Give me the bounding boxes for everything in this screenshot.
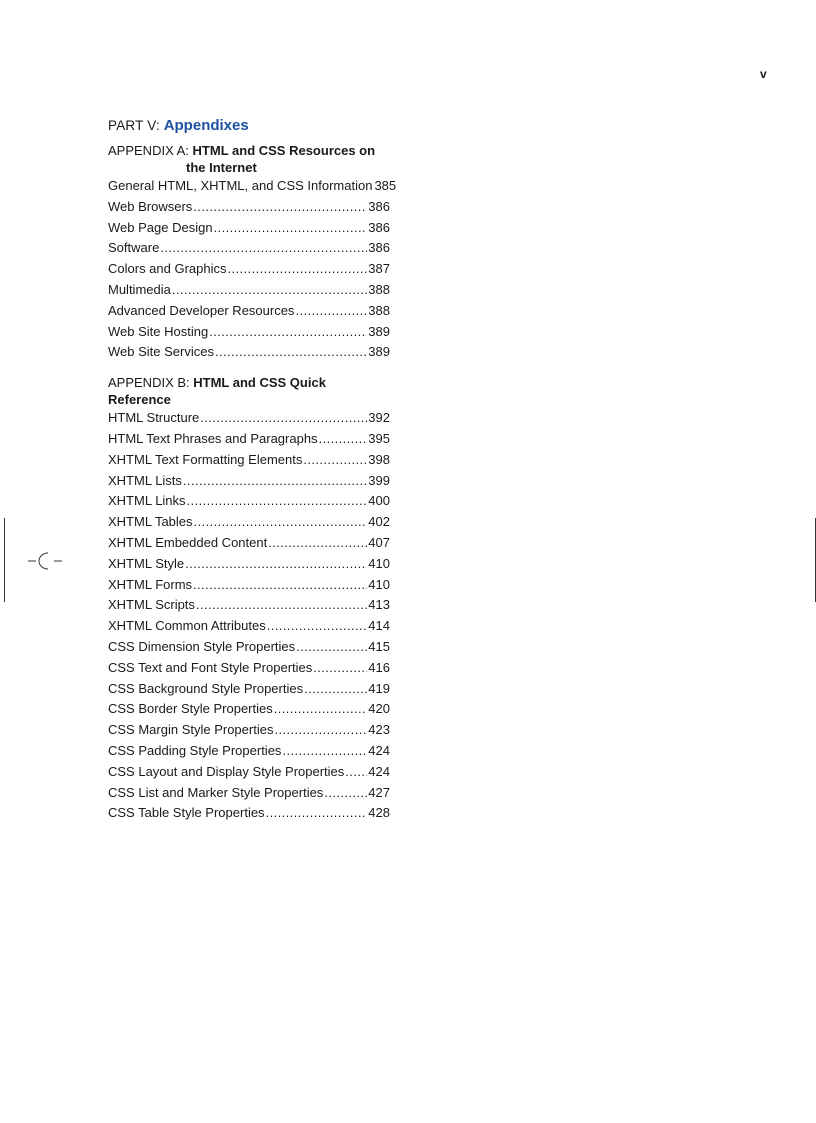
toc-entry-page: 424 xyxy=(368,742,390,758)
toc-entry[interactable] xyxy=(108,639,390,660)
toc-entry-title: Multimedia xyxy=(108,281,171,297)
toc-entry[interactable] xyxy=(108,785,390,806)
toc-entry[interactable] xyxy=(108,681,390,702)
toc-entry-page: 416 xyxy=(368,659,390,675)
toc-entry-page: 389 xyxy=(368,344,390,360)
part-title: Appendixes xyxy=(163,117,249,134)
dot-leader xyxy=(295,303,367,318)
toc-entry[interactable] xyxy=(108,410,390,431)
toc-entry-title: Web Page Design xyxy=(108,219,213,235)
toc-entry-title: General HTML, XHTML, and CSS Information xyxy=(108,178,373,193)
crop-mark-left xyxy=(4,518,5,602)
toc-entry[interactable] xyxy=(108,556,390,577)
dot-leader xyxy=(200,410,367,425)
toc-entry-title: CSS Padding Style Properties xyxy=(108,742,282,758)
toc-entry[interactable] xyxy=(108,261,390,282)
toc-entry-page: 410 xyxy=(368,576,390,592)
toc-entry[interactable] xyxy=(108,178,397,199)
toc-entry[interactable] xyxy=(108,324,390,345)
registration-mark-icon xyxy=(28,549,64,573)
toc-entry[interactable] xyxy=(108,282,390,303)
toc-entry-page: 415 xyxy=(368,638,390,654)
toc-entry-title: XHTML Scripts xyxy=(108,597,195,613)
toc-entry-page: 388 xyxy=(368,281,390,297)
dot-leader xyxy=(209,324,367,339)
dot-leader xyxy=(274,722,367,737)
toc-entry-title: XHTML Text Formatting Elements xyxy=(108,451,303,467)
toc-entry-title: HTML Text Phrases and Paragraphs xyxy=(108,430,318,446)
toc-entry-page: 420 xyxy=(368,701,390,717)
part-label: PART V: xyxy=(108,118,160,133)
toc-entry-page: 424 xyxy=(368,763,390,779)
toc-entry[interactable] xyxy=(108,344,390,365)
dot-leader xyxy=(268,535,367,550)
toc-entry[interactable] xyxy=(108,493,390,514)
toc-entry-title: XHTML Style xyxy=(108,555,185,571)
toc-entry-title: CSS List and Marker Style Properties xyxy=(108,784,324,800)
toc-entry-title: Web Site Services xyxy=(108,344,214,360)
part-heading xyxy=(108,116,390,136)
dot-leader xyxy=(303,452,367,467)
toc-entry-title: Web Site Hosting xyxy=(108,323,209,339)
toc-entry-page: 386 xyxy=(368,219,390,235)
toc-entry-title: CSS Text and Font Style Properties xyxy=(108,659,313,675)
page-number: v xyxy=(760,67,767,81)
toc-entry-title: XHTML Forms xyxy=(108,576,193,592)
appendix-a-entries xyxy=(108,178,397,365)
toc-entry[interactable] xyxy=(108,764,390,785)
toc-entry-page: 399 xyxy=(368,472,390,488)
dot-leader xyxy=(187,493,368,508)
toc-entry-title: Colors and Graphics xyxy=(108,261,227,277)
toc-entry[interactable] xyxy=(108,473,390,494)
toc-entry-title: XHTML Common Attributes xyxy=(108,618,266,634)
dot-leader xyxy=(193,199,367,214)
dot-leader xyxy=(304,681,367,696)
toc-entry-page: 427 xyxy=(368,784,390,800)
appendix-a-title-cont: the Internet xyxy=(186,160,257,175)
toc-entry-page: 428 xyxy=(368,805,390,821)
toc-entry-title: CSS Background Style Properties xyxy=(108,680,304,696)
toc-entry-title: XHTML Lists xyxy=(108,472,182,488)
appendix-b-label: APPENDIX B: xyxy=(108,375,190,391)
dot-leader xyxy=(194,514,368,529)
dot-leader xyxy=(313,660,367,675)
toc-entry-page: 407 xyxy=(368,534,390,550)
dot-leader xyxy=(160,240,367,255)
dot-leader xyxy=(345,764,367,779)
toc-entry-page: 400 xyxy=(368,493,390,509)
toc-entry[interactable] xyxy=(108,240,390,261)
toc-entry-page: 419 xyxy=(368,680,390,696)
dot-leader xyxy=(282,743,367,758)
toc-entry-title: Software xyxy=(108,240,160,256)
dot-leader xyxy=(266,805,368,820)
toc-entry[interactable] xyxy=(108,431,390,452)
toc-entry[interactable] xyxy=(108,701,390,722)
table-of-contents xyxy=(108,116,397,826)
toc-entry-title: CSS Margin Style Properties xyxy=(108,722,274,738)
toc-entry[interactable] xyxy=(108,577,390,598)
toc-entry-title: CSS Dimension Style Properties xyxy=(108,638,296,654)
toc-entry-page: 414 xyxy=(368,618,390,634)
toc-entry[interactable] xyxy=(108,452,390,473)
dot-leader xyxy=(324,785,367,800)
toc-entry-page: 387 xyxy=(368,261,390,277)
toc-entry[interactable] xyxy=(108,597,390,618)
toc-entry[interactable] xyxy=(108,618,390,639)
toc-entry-page: 410 xyxy=(368,555,390,571)
dot-leader xyxy=(319,431,368,446)
toc-entry-page: 392 xyxy=(368,410,390,426)
appendix-a-heading xyxy=(108,142,390,176)
toc-entry-page: 389 xyxy=(368,323,390,339)
dot-leader xyxy=(228,261,368,276)
toc-entry[interactable] xyxy=(108,199,390,220)
toc-entry-page: 395 xyxy=(368,430,390,446)
toc-entry[interactable] xyxy=(108,743,390,764)
toc-entry-page: 402 xyxy=(368,514,390,530)
toc-entry-title: Web Browsers xyxy=(108,198,193,214)
appendix-b-title: HTML and CSS Quick Reference xyxy=(108,375,326,408)
toc-entry-page: 385 xyxy=(374,178,397,193)
dot-leader xyxy=(267,618,368,633)
toc-entry[interactable] xyxy=(108,805,390,826)
toc-entry-title: XHTML Embedded Content xyxy=(108,534,268,550)
toc-entry-title: Advanced Developer Resources xyxy=(108,302,295,318)
toc-entry-page: 386 xyxy=(368,198,390,214)
toc-entry-page: 413 xyxy=(368,597,390,613)
dot-leader xyxy=(185,556,367,571)
toc-entry[interactable] xyxy=(108,722,390,743)
toc-entry-title: CSS Border Style Properties xyxy=(108,701,273,717)
toc-entry[interactable] xyxy=(108,535,390,556)
toc-entry-title: CSS Table Style Properties xyxy=(108,805,265,821)
toc-entry-page: 388 xyxy=(368,302,390,318)
dot-leader xyxy=(296,639,367,654)
toc-entry-page: 386 xyxy=(368,240,390,256)
toc-entry-title: HTML Structure xyxy=(108,410,200,426)
dot-leader xyxy=(193,577,367,592)
dot-leader xyxy=(215,344,367,359)
appendix-b-heading xyxy=(108,374,390,408)
dot-leader xyxy=(183,473,367,488)
dot-leader xyxy=(196,597,367,612)
toc-entry[interactable] xyxy=(108,514,390,535)
toc-entry-title: CSS Layout and Display Style Properties xyxy=(108,763,345,779)
toc-entry[interactable] xyxy=(108,660,390,681)
dot-leader xyxy=(274,701,368,716)
toc-entry-title: XHTML Links xyxy=(108,493,186,509)
toc-entry-page: 423 xyxy=(368,722,390,738)
appendix-a-title: HTML and CSS Resources on xyxy=(192,143,376,158)
toc-entry[interactable] xyxy=(108,220,390,241)
toc-entry-title: XHTML Tables xyxy=(108,514,193,530)
toc-entry[interactable] xyxy=(108,303,390,324)
appendix-a-label: APPENDIX A: xyxy=(108,143,189,158)
appendix-b-entries xyxy=(108,410,390,826)
toc-entry-page: 398 xyxy=(368,451,390,467)
dot-leader xyxy=(214,220,368,235)
dot-leader xyxy=(172,282,367,297)
